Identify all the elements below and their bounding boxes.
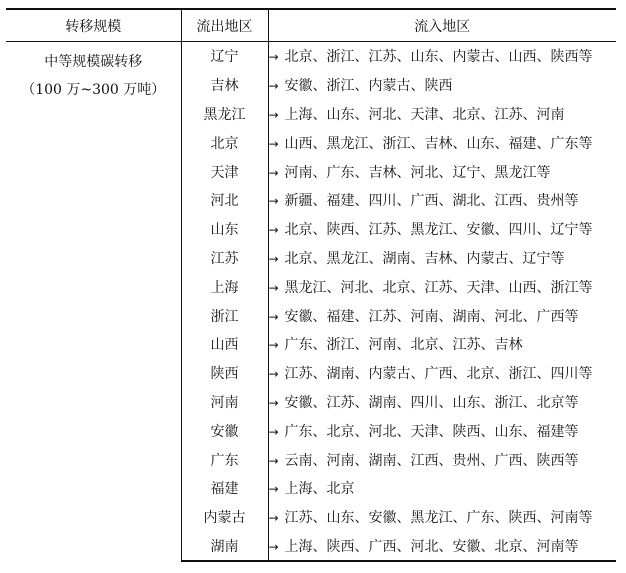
inflow-list: 河南、广东、吉林、河北、辽宁、黑龙江等 — [284, 164, 551, 181]
inflow-regions — [268, 71, 616, 100]
carbon-transfer-table-container — [6, 8, 616, 562]
inflow-regions — [268, 301, 616, 330]
outflow-region: 吉林 — [181, 71, 268, 100]
arrow-right-icon: → — [268, 395, 279, 410]
arrow-right-icon: → — [268, 338, 279, 353]
inflow-list: 新疆、福建、四川、广西、湖北、江西、贵州等 — [284, 193, 579, 210]
table-body — [6, 42, 616, 562]
inflow-list: 上海、北京 — [284, 481, 355, 498]
scale-label: 中等规模碳转移 — [44, 54, 143, 70]
inflow-regions — [268, 330, 616, 359]
inflow-regions — [268, 100, 616, 129]
inflow-list: 上海、陕西、广西、河北、安徽、北京、河南等 — [284, 538, 579, 555]
outflow-region: 辽宁 — [181, 42, 268, 71]
inflow-regions — [268, 388, 616, 417]
inflow-regions — [268, 272, 616, 301]
header-row — [6, 9, 616, 42]
outflow-region: 上海 — [181, 272, 268, 301]
carbon-transfer-table — [6, 8, 616, 562]
outflow-region: 黑龙江 — [181, 100, 268, 129]
inflow-list: 北京、陕西、江苏、黑龙江、安徽、四川、辽宁等 — [284, 222, 593, 239]
arrow-right-icon: → — [268, 482, 279, 497]
inflow-regions — [268, 474, 616, 503]
inflow-regions — [268, 359, 616, 388]
arrow-right-icon: → — [268, 280, 279, 295]
arrow-right-icon: → — [268, 251, 279, 266]
arrow-right-icon: → — [268, 309, 279, 324]
outflow-region: 陕西 — [181, 359, 268, 388]
inflow-list: 广东、浙江、河南、北京、江苏、吉林 — [284, 337, 523, 354]
inflow-list: 安徽、浙江、内蒙古、陕西 — [284, 78, 453, 95]
inflow-regions — [268, 503, 616, 532]
arrow-right-icon: → — [268, 367, 279, 382]
arrow-right-icon: → — [268, 79, 279, 94]
outflow-region: 山东 — [181, 215, 268, 244]
inflow-regions — [268, 445, 616, 474]
inflow-regions — [268, 186, 616, 215]
arrow-right-icon: → — [268, 165, 279, 180]
inflow-regions — [268, 42, 616, 71]
arrow-right-icon: → — [268, 424, 279, 439]
outflow-region: 安徽 — [181, 416, 268, 445]
inflow-list: 北京、黑龙江、湖南、吉林、内蒙古、辽宁等 — [284, 250, 565, 267]
outflow-region: 北京 — [181, 128, 268, 157]
table-header — [6, 9, 616, 42]
scale-range: （100 万~300 万吨） — [21, 82, 166, 98]
outflow-region: 湖南 — [181, 532, 268, 562]
table-row — [6, 42, 616, 71]
inflow-list: 北京、浙江、江苏、山东、内蒙古、山西、陕西等 — [284, 49, 593, 66]
inflow-list: 广东、北京、河北、天津、陕西、山东、福建等 — [284, 423, 579, 440]
outflow-region: 内蒙古 — [181, 503, 268, 532]
arrow-right-icon: → — [268, 107, 279, 122]
inflow-regions — [268, 157, 616, 186]
outflow-region: 广东 — [181, 445, 268, 474]
outflow-region: 河北 — [181, 186, 268, 215]
scale-cell — [6, 42, 181, 562]
inflow-regions — [268, 532, 616, 562]
header-scale: 转移规模 — [65, 18, 122, 35]
outflow-region: 天津 — [181, 157, 268, 186]
outflow-region: 福建 — [181, 474, 268, 503]
outflow-region: 河南 — [181, 388, 268, 417]
arrow-right-icon: → — [268, 136, 279, 151]
inflow-list: 安徽、福建、江苏、河南、湖南、河北、广西等 — [284, 308, 579, 325]
header-outflow: 流出地区 — [181, 9, 268, 42]
inflow-list: 上海、山东、河北、天津、北京、江苏、河南 — [284, 106, 565, 123]
inflow-regions — [268, 416, 616, 445]
arrow-right-icon: → — [268, 50, 279, 65]
header-inflow: 流入地区 — [414, 18, 471, 35]
inflow-regions — [268, 128, 616, 157]
inflow-list: 安徽、江苏、湖南、四川、山东、浙江、北京等 — [284, 394, 579, 411]
outflow-region: 山西 — [181, 330, 268, 359]
inflow-list: 江苏、湖南、内蒙古、广西、北京、浙江、四川等 — [284, 366, 593, 383]
arrow-right-icon: → — [268, 194, 279, 209]
inflow-list: 山西、黑龙江、浙江、吉林、山东、福建、广东等 — [284, 135, 593, 152]
arrow-right-icon: → — [268, 453, 279, 468]
outflow-region: 江苏 — [181, 244, 268, 273]
inflow-list: 云南、河南、湖南、江西、贵州、广西、陕西等 — [284, 452, 579, 469]
arrow-right-icon: → — [268, 223, 279, 238]
arrow-right-icon: → — [268, 539, 279, 554]
outflow-region: 浙江 — [181, 301, 268, 330]
inflow-list: 江苏、山东、安徽、黑龙江、广东、陕西、河南等 — [284, 510, 593, 527]
inflow-regions — [268, 215, 616, 244]
arrow-right-icon: → — [268, 511, 279, 526]
inflow-regions — [268, 244, 616, 273]
inflow-list: 黑龙江、河北、北京、江苏、天津、山西、浙江等 — [284, 279, 593, 296]
